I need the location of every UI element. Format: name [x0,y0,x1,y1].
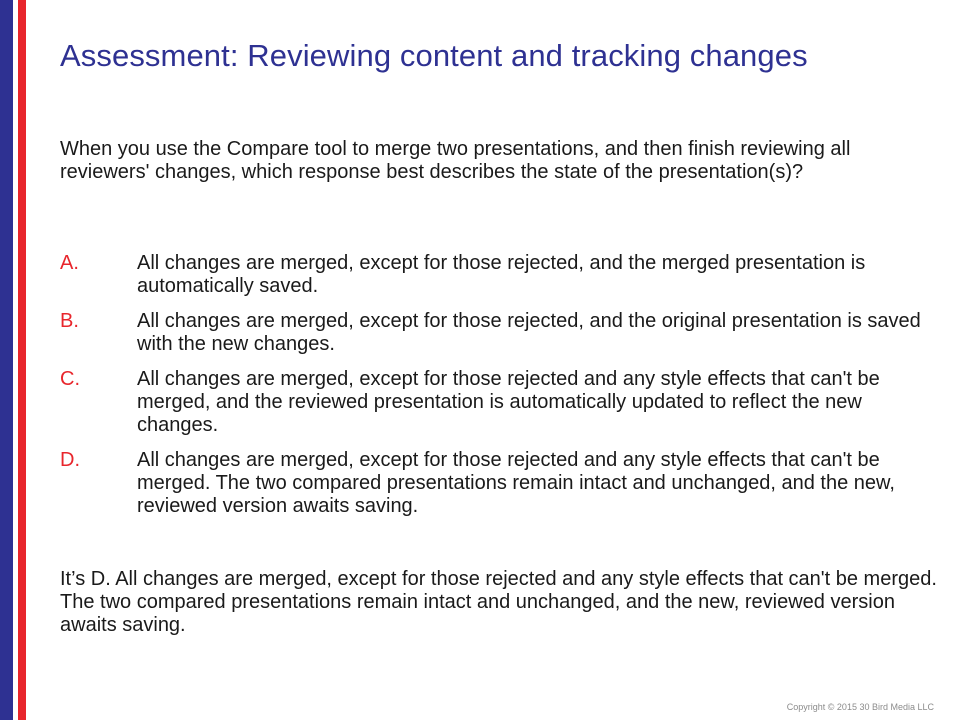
answer-options [60,252,940,530]
option-b-letter: B. [60,310,79,332]
option-d [60,449,940,518]
option-a-text: All changes are merged, except for those rejected, and the merged presentation is automatically saved. [137,252,866,297]
question-text: When you use the Compare tool to merge two presentations, and then finish reviewing all reviewers' changes, which response best describes the state of the presentation(s)? [60,138,851,183]
option-c-letter: C. [60,368,80,390]
copyright-notice: Copyright © 2015 30 Bird Media LLC [786,702,934,712]
option-d-letter: D. [60,449,80,471]
option-b-text: All changes are merged, except for those rejected, and the original presentation is saved with the new changes. [137,310,921,355]
option-a-letter: A. [60,252,79,274]
slide-title: Assessment: Reviewing content and tracking changes [60,38,808,73]
option-b [60,310,940,356]
left-red-bar [18,0,26,720]
option-d-text: All changes are merged, except for those rejected and any style effects that can't be merged. The two compared presentations remain intact and unchanged, and the new, reviewed version awaits saving. [137,449,895,517]
answer-text: It’s D. All changes are merged, except for those rejected and any style effects that can't be merged. The two compared presentations remain intact and unchanged, and the new, reviewed version awaits saving. [60,568,937,636]
left-blue-bar [0,0,13,720]
option-c-text: All changes are merged, except for those rejected and any style effects that can't be merged, and the reviewed presentation is automatically updated to reflect the new changes. [137,368,880,436]
option-a [60,252,940,298]
option-c [60,368,940,437]
